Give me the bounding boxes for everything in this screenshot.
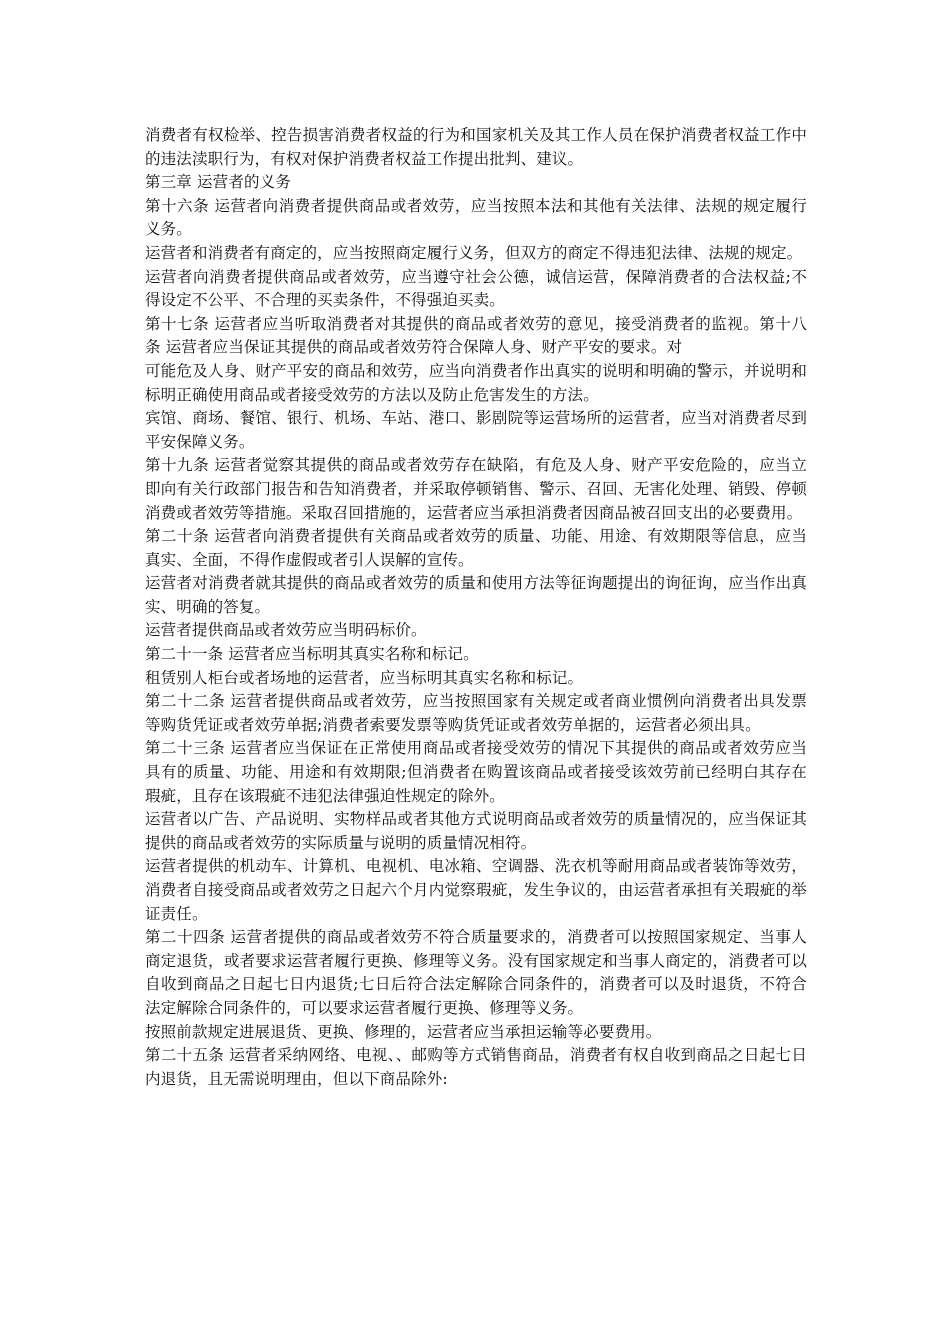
article-20-answers: 运营者对消费者就其提供的商品或者效劳的质量和使用方法等征询题提出的询征询，应当作出真实、明确的答复。 bbox=[145, 574, 807, 616]
article-22: 第二十二条 运营者提供商品或者效劳，应当按照国家有关规定或者商业惯例向消费者出具发票等购货凭证或者效劳单据;消费者索要发票等购货凭证或者效劳单据的，运营者必须出具。 bbox=[145, 692, 807, 734]
article-24: 第二十四条 运营者提供的商品或者效劳不符合质量要求的，消费者可以按照国家规定、当事人商定退货，或者要求运营者履行更换、修理等义务。没有国家规定和当事人商定的，消费者可以自收到商品之日起七日内退货;七日后符合法定解除合同条件的，消费者可以及时退货，不符合法定解除合同条件的，可以要求运营者履行更换、修理等义务。 bbox=[145, 928, 807, 1017]
article-21-lessee: 租赁别人柜台或者场地的运营者，应当标明其真实名称和标记。 bbox=[145, 668, 584, 687]
chapter-heading-operator-obligations: 第三章 运营者的义务 bbox=[145, 173, 291, 192]
article-19: 第十九条 运营者觉察其提供的商品或者效劳存在缺陷，有危及人身、财产平安危险的，应当立即向有关行政部门报告和告知消费者，并采取停顿销售、警示、召回、无害化处理、销毁、停顿消费或者效劳等措施。采取召回措施的，运营者应当承担消费者因商品被召回支出的必要费用。 bbox=[145, 456, 807, 522]
article-20-pricing: 运营者提供商品或者效劳应当明码标价。 bbox=[145, 621, 427, 640]
article-23-durable-goods: 运营者提供的机动车、计算机、电视机、电冰箱、空调器、洗衣机等耐用商品或者装饰等效劳，消费者自接受商品或者效劳之日起六个月内觉察瑕疵，发生争议的，由运营者承担有关瑕疵的举证责任。 bbox=[145, 857, 807, 923]
article-18-venues: 宾馆、商场、餐馆、银行、机场、车站、港口、影剧院等运营场所的运营者，应当对消费者尽到平安保障义务。 bbox=[145, 409, 807, 451]
article-16-agreement: 运营者和消费者有商定的，应当按照商定履行义务，但双方的商定不得违犯法律、法规的规定。 bbox=[145, 243, 803, 262]
article-16-good-faith: 运营者向消费者提供商品或者效劳，应当遵守社会公德，诚信运营，保障消费者的合法权益;不得设定不公平、不合理的买卖条件，不得强迫买卖。 bbox=[145, 267, 807, 310]
article-17-18: 第十七条 运营者应当听取消费者对其提供的商品或者效劳的意见，接受消费者的监视。第十八条 运营者应当保证其提供的商品或者效劳符合保障人身、财产平安的要求。对 bbox=[145, 314, 807, 357]
document-body bbox=[145, 124, 807, 1091]
paragraph-consumer-right-to-report: 消费者有权检举、控告损害消费者权益的行为和国家机关及其工作人员在保护消费者权益工作中的违法渎职行为，有权对保护消费者权益工作提出批判、建议。 bbox=[145, 126, 807, 168]
article-21: 第二十一条 运营者应当标明其真实名称和标记。 bbox=[145, 645, 479, 664]
article-24-costs: 按照前款规定进展退货、更换、修理的，运营者应当承担运输等必要费用。 bbox=[145, 1022, 662, 1041]
article-25: 第二十五条 运营者采纳网络、电视、、邮购等方式销售商品，消费者有权自收到商品之日起七日内退货，且无需说明理由，但以下商品除外: bbox=[145, 1046, 807, 1088]
article-18-warning: 可能危及人身、财产平安的商品和效劳，应当向消费者作出真实的说明和明确的警示，并说明和标明正确使用商品或者接受效劳的方法以及防止危害发生的方法。 bbox=[145, 361, 807, 404]
article-23-advertising: 运营者以广告、产品说明、实物样品或者其他方式说明商品或者效劳的质量情况的，应当保证其提供的商品或者效劳的实际质量与说明的质量情况相符。 bbox=[145, 810, 807, 852]
article-20: 第二十条 运营者向消费者提供有关商品或者效劳的质量、功能、用途、有效期限等信息，应当真实、全面，不得作虚假或者引人误解的宣传。 bbox=[145, 527, 807, 569]
article-16: 第十六条 运营者向消费者提供商品或者效劳，应当按照本法和其他有关法律、法规的规定履行义务。 bbox=[145, 196, 807, 239]
article-23: 第二十三条 运营者应当保证在正常使用商品或者接受效劳的情况下其提供的商品或者效劳应当具有的质量、功能、用途和有效期限;但消费者在购置该商品或者接受该效劳前已经明白其存在瑕疵，且存在该瑕疵不违犯法律强迫性规定的除外。 bbox=[145, 739, 807, 805]
